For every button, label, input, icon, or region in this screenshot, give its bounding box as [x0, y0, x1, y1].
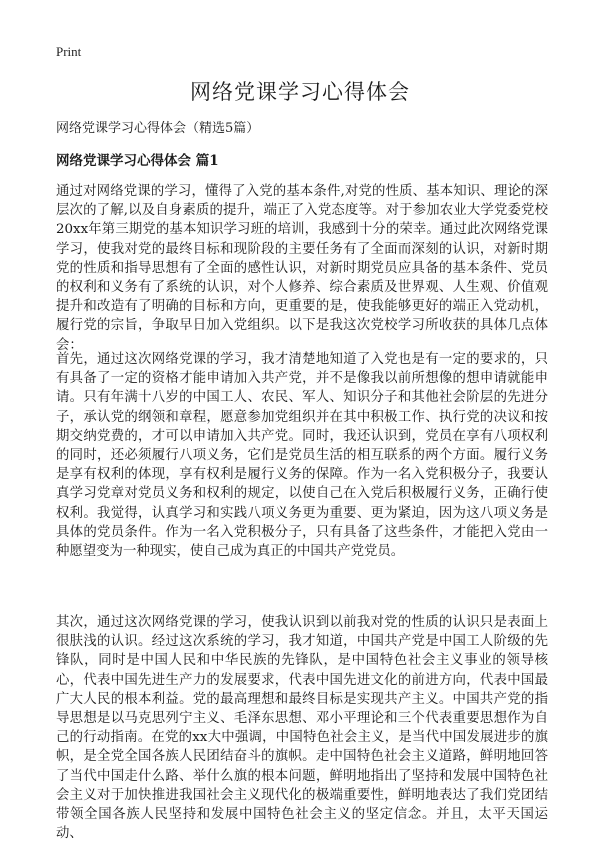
page-title: 网络党课学习心得体会 [190, 80, 410, 104]
body-paragraph: 通过对网络党课的学习，懂得了入党的基本条件,对党的性质、基本知识、理论的深层次的了解,以及自身素质的提升，端正了入党态度等。对于参加农业大学党委党校20xx年第三期党的基本知识学习班的培训，我感到十分的荣幸。通过此次网络党课学习，使我对党的最终目标和现阶段的主要任务有了全面而深刻的认识，对新时期党的性质和指导思想有了全面的感性认识，对新时期党员应具备的基本条件、党员的权利和义务有了系统的认识，对个人修养、综合素质及世界观、人生观、价值观提升和改造有了明确的目标和方向，更重要的是，使我能够更好的端正入党动机，履行党的宗旨，争取早日加入党组织。以下是我这次党校学习所收获的具体几点体会： [56, 184, 548, 353]
body-paragraph: 首先，通过这次网络党课的学习，我才清楚地知道了入党也是有一定的要求的，只有具备了一定的资格才能申请加入共产党，并不是像我以前所想像的想申请就能申请。只有年满十八岁的中国工人、农民、军人、知识分子和其他社会阶层的先进分子，承认党的纲领和章程，愿意参加党组织并在其中积极工作、执行党的决议和按期交纳党费的，才可以申请加入共产党。同时，我还认识到，党员在享有八项权利的同时，还必须履行八项义务，它们是党员生活的相互联系的两个方面。履行义务是享有权利的体现，享有权利是履行义务的保障。作为一名入党积极分子，我要认真学习党章对党员义务和权利的规定，以使自己在入党后积极履行义务，正确行使权利。我觉得，认真学习和实践八项义务更为重要、更为紧迫，因为这八项义务是具体的党员条件。作为一名入党积极分子，只有具备了这些条件，才能把入党由一种愿望变为一种现实，使自己成为真正的中国共产党党员。 [56, 352, 548, 560]
section-heading: 网络党课学习心得体会 篇1 [56, 153, 219, 169]
document-subtitle: 网络党课学习心得体会（精选5篇） [56, 121, 260, 136]
print-link[interactable]: Print [56, 44, 82, 59]
body-paragraph: 其次，通过这次网络党课的学习，使我认识到以前我对党的性质的认识只是表面上很肤浅的认识。经过这次系统的学习，我才知道，中国共产党是中国工人阶级的先锋队，同时是中国人民和中华民族的先锋队，是中国特色社会主义事业的领导核心，代表中国先进生产力的发展要求，代表中国先进文化的前进方向，代表中国最广大人民的根本利益。党的最高理想和最终目标是实现共产主义。中国共产党的指导思想是以马克思列宁主义、毛泽东思想、邓小平理论和三个代表重要思想作为自己的行动指南。在党的xx大中强调，中国特色社会主义，是当代中国发展进步的旗帜，是全党全国各族人民团结奋斗的旗帜。走中国特色社会主义道路，鲜明地回答了当代中国走什么路、举什么旗的根本问题，鲜明地指出了坚持和发展中国特色社会主义对于加快推进我国社会主义现代化的极端重要性，鲜明地表达了我们党团结带领全国各族人民坚持和发展中国特色社会主义的坚定信念。并且，太平天国运动、 [56, 615, 548, 842]
